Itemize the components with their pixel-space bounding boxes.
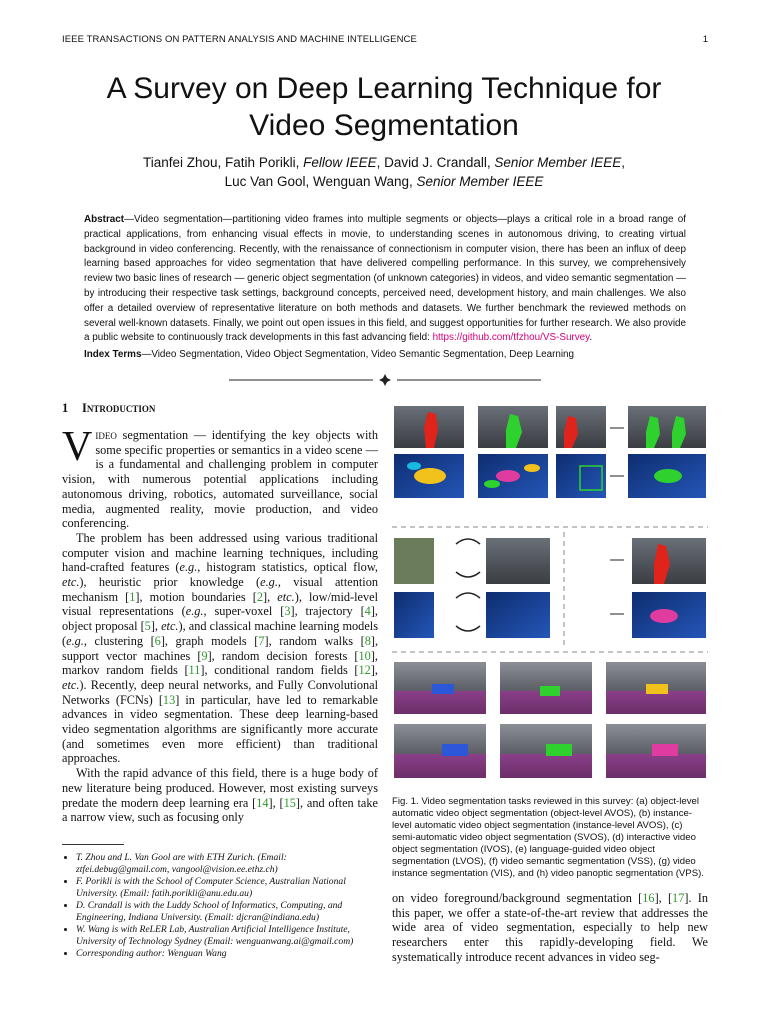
- intro-paragraph-1: [62, 424, 378, 531]
- citation[interactable]: 10: [358, 648, 371, 663]
- title-line-2: Video Segmentation: [249, 109, 519, 142]
- citation[interactable]: 3: [284, 604, 291, 619]
- panel-row-interactive: [394, 532, 706, 649]
- figure-caption: Fig. 1. Video segmentation tasks reviewed in this survey: (a) object-level automatic video object segmentation (object-level AVOS), (b) instance-level automatic video object segmentation (instance-level AVOS), (c) semi-automatic video object segmentation (SVOS), (d) interactive video object segmentation (IVOS), (e) language-guided video object segmentation (LVOS), (f) video semantic segmentation (VSS), (g) video instance segmentation (VIS), and (h) video panoptic segmentation (VPS).: [392, 796, 704, 879]
- section-heading: [62, 401, 155, 416]
- title-line-1: A Survey on Deep Learning Technique for: [106, 72, 662, 105]
- t: , super-voxel [: [203, 604, 285, 619]
- citation[interactable]: 11: [188, 663, 201, 678]
- citation[interactable]: 5: [144, 619, 151, 634]
- abstract-text: —Video segmentation—partitioning video frames into multiple segments or objects—plays a critical role in a broad range of practical applications, from enhancing visual effects in movie, to understanding scenes in autonomous driving, to creating virtual background in video conferencing. Recently, with the renaissance of connectionism in computer vision, there has been an influx of deep learning based approaches for video segmentation that have delivered compelling performance. In this survey, we comprehensively review two basic lines of research — generic object segmentation (of unknown categories) in videos, and video semantic segmentation — by introducing their respective task settings, background concepts, perceived need, development history, and main challenges. We also offer a detailed overview of representative literature on both methods and datasets. We further benchmark the reviewed methods on several well-known datasets. Finally, we point out open issues in this field, and suggest opportunities for further research. We also provide a public website to continuously track developments in this fast advancing field:: [84, 214, 686, 344]
- t: ],: [370, 663, 378, 678]
- t: , clustering [: [83, 633, 155, 648]
- t: ],: [263, 589, 278, 604]
- t: ]. In this paper, we offer a state-of-the-art review that addresses the wide area of video segmentation, especially to help new researchers enter this rapidly-developing field. We systematically introduce recent advances in video seg-: [392, 891, 708, 964]
- running-header: IEEE TRANSACTIONS ON PATTERN ANALYSIS AND MACHINE INTELLIGENCE: [62, 34, 417, 45]
- t: ], and often take a narrow view, such as focusing only: [62, 795, 378, 825]
- author-names-1: Tianfei Zhou, Fatih Porikli,: [143, 155, 304, 170]
- author-rank-3: Senior Member IEEE: [416, 174, 544, 189]
- page-number: 1: [702, 34, 708, 45]
- t: ], graph models [: [160, 633, 259, 648]
- citation[interactable]: 1: [129, 589, 136, 604]
- t: ], conditional random fields [: [200, 663, 359, 678]
- citation[interactable]: 4: [364, 604, 371, 619]
- t: ). Recently, deep neural networks, and Fully Convolutional Networks (FCNs) [: [62, 677, 378, 707]
- t: ], random decision forests [: [207, 648, 359, 663]
- footnote-item: • D. Crandall is with the Luddy School of Informatics, Computing, and Engineering, Indiana University. (Email: djcran@indiana.edu): [76, 900, 378, 924]
- t: ), and classical machine learning models (: [62, 619, 378, 648]
- t: ], motion boundaries [: [135, 589, 257, 604]
- t: ],: [150, 619, 162, 634]
- lead-word: ideo: [95, 428, 117, 442]
- t: ], trajectory [: [290, 604, 365, 619]
- abstract-label: Abstract: [84, 214, 125, 225]
- t: ] in particular, have led to remarkable advances in video segmentation. These deep learning-based video segmentation algorithms are significantly more accurate (and sometimes even more efficient) than traditional approaches.: [62, 692, 378, 766]
- t: etc.: [62, 575, 80, 590]
- t: ], [: [654, 891, 673, 905]
- section-divider: [229, 374, 541, 386]
- index-terms: [84, 348, 686, 362]
- figure-1: [392, 404, 708, 784]
- author-names-2: , David J. Crandall,: [376, 155, 495, 170]
- citation[interactable]: 6: [154, 633, 161, 648]
- t: , histogram statistics, optical flow,: [197, 560, 378, 575]
- citation[interactable]: 16: [642, 891, 655, 905]
- t: ], [: [268, 795, 284, 810]
- author-sep: ,: [621, 155, 625, 170]
- footnote-item: • Corresponding author: Wenguan Wang: [76, 948, 378, 960]
- t: The problem has been addressed using various traditional computer vision and machine learning techniques, including hand-crafted features (: [62, 530, 378, 575]
- t: etc.: [62, 677, 80, 692]
- t: on video foreground/background segmentation [: [392, 891, 643, 905]
- divider-star-icon: [379, 374, 391, 386]
- intro-body: [62, 424, 379, 825]
- citation[interactable]: 14: [256, 795, 269, 810]
- t: With the rapid advance of this field, there is a huge body of new literature being produced. However, most existing surveys predate the modern deep learning era [: [62, 766, 378, 810]
- t: e.g.: [185, 604, 204, 619]
- intro-paragraph-3: [62, 766, 378, 825]
- drop-cap: V: [62, 424, 93, 470]
- citation[interactable]: 2: [256, 589, 263, 604]
- footnote-item: • F. Porikli is with the School of Computer Science, Australian National University. (Email: fatih.porikli@anu.edu.au): [76, 876, 378, 900]
- abstract: [84, 213, 686, 346]
- intro-paragraph-2: [62, 531, 378, 766]
- t: e.g.: [260, 575, 278, 590]
- t: , visual attention mechanism [: [62, 575, 379, 604]
- t: ), heuristic prior knowledge (: [79, 575, 261, 590]
- t: ], markov random fields [: [62, 648, 378, 678]
- section-number: 1: [62, 401, 69, 415]
- citation[interactable]: 8: [364, 633, 371, 648]
- author-list: [0, 153, 768, 191]
- t: ], object proposal [: [62, 604, 378, 634]
- author-names-3: Luc Van Gool, Wenguan Wang,: [224, 174, 417, 189]
- t: ], random walks [: [264, 633, 365, 648]
- right-column-text: [392, 891, 708, 965]
- panel-row-driving: [394, 662, 706, 778]
- t: ], support vector machines [: [62, 633, 379, 663]
- footnote-item: • W. Wang is with ReLER Lab, Australian Artificial Intelligence Institute, University of Technology Sydney (Email: wenguanwang.ai@gmail.com): [76, 924, 378, 948]
- citation[interactable]: 9: [201, 648, 208, 663]
- citation[interactable]: 12: [358, 663, 371, 678]
- t: ), low/mid-level visual representations (: [62, 589, 378, 619]
- footnote-item: • T. Zhou and L. Van Gool are with ETH Zurich. (Email: ztfei.debug@gmail.com, vangool@vision.ee.ethz.ch): [76, 852, 378, 876]
- index-terms-label: Index Terms: [84, 349, 142, 360]
- t: e.g.: [179, 560, 198, 575]
- index-terms-text: —Video Segmentation, Video Object Segmentation, Video Semantic Segmentation, Deep Learning: [141, 349, 575, 360]
- footnotes: [62, 852, 378, 960]
- citation[interactable]: 17: [672, 891, 685, 905]
- author-rank-2: Senior Member IEEE: [494, 155, 622, 170]
- paper-title: [0, 70, 768, 144]
- author-rank-1: Fellow IEEE: [303, 155, 377, 170]
- panel-row-street: [394, 406, 706, 448]
- t: e.g.: [66, 633, 84, 648]
- citation[interactable]: 13: [162, 692, 176, 707]
- project-link[interactable]: https://github.com/tfzhou/VS-Survey: [432, 332, 590, 344]
- citation[interactable]: 15: [283, 795, 296, 810]
- t: etc.: [277, 589, 295, 604]
- footnote-rule: [62, 844, 124, 845]
- citation[interactable]: 7: [258, 633, 265, 648]
- intro-text-1: segmentation — identifying the key objects with some specific properties or semantics in a video scene — is a fundamental and challenging problem in computer vision, with numerous potential applications including autonomous driving, robotics, automated surveillance, social media, augmented reality, movie production, and video conferencing.: [62, 428, 378, 531]
- panel-row-ocean: [394, 454, 706, 498]
- t: etc.: [161, 619, 179, 634]
- abstract-end: .: [589, 332, 593, 344]
- section-title: Introduction: [82, 401, 156, 415]
